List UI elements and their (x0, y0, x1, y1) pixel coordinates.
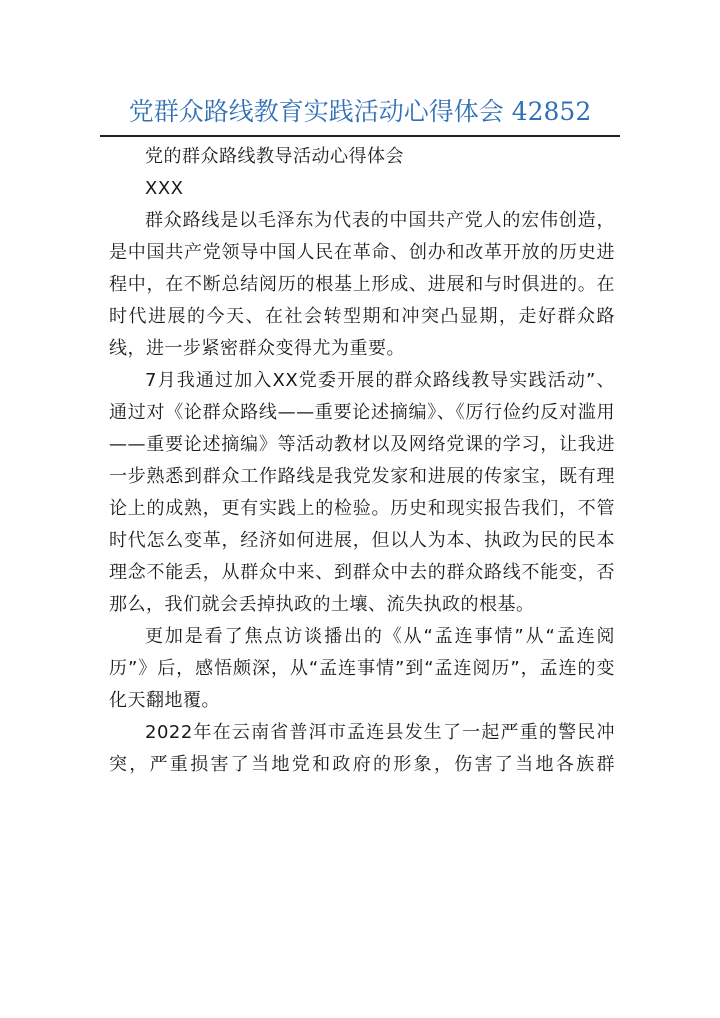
title-divider (100, 135, 620, 137)
document-author: XXX (145, 178, 184, 199)
body-paragraph: 2022年在云南省普洱市孟连县发生了一起严重的警民冲突，严重损害了当地党和政府的形象，伤害了当地各族群 (109, 722, 615, 775)
body-paragraph: 群众路线是以毛泽东为代表的中国共产党人的宏伟创造，是中国共产党领导中国人民在革命、创办和改革开放的历史进程中，在不断总结阅历的根基上形成、进展和与时俱进的。在时代进展的今天、在社会转型期和冲突凸显期，走好群众路线，进一步紧密群众变得尤为重要。 (109, 210, 615, 359)
document-subtitle: 党的群众路线教导活动心得体会 (145, 146, 404, 167)
document-body (109, 141, 615, 781)
body-paragraph: 7月我通过加入XX党委开展的群众路线教导实践活动”、通过对《论群众路线——重要论述摘编》、《厉行俭约反对滥用——重要论述摘编》等活动教材以及网络党课的学习，让我进一步熟悉到群众工作路线是我党发家和进展的传家宝，既有理论上的成熟，更有实践上的检验。历史和现实报告我们，不管时代怎么变革，经济如何进展，但以人为本、执政为民的民本理念不能丢，从群众中来、到群众中去的群众路线不能变，否那么，我们就会丢掉执政的土壤、流失执政的根基。 (109, 370, 615, 615)
document-title: 党群众路线教育实践活动心得体会 42852 (128, 97, 592, 126)
body-paragraph: 更加是看了焦点访谈播出的《从“孟连事情”从“孟连阅历”》后，感悟颇深，从“孟连事情”到“孟连阅历”，孟连的变化天翻地覆。 (109, 626, 615, 711)
